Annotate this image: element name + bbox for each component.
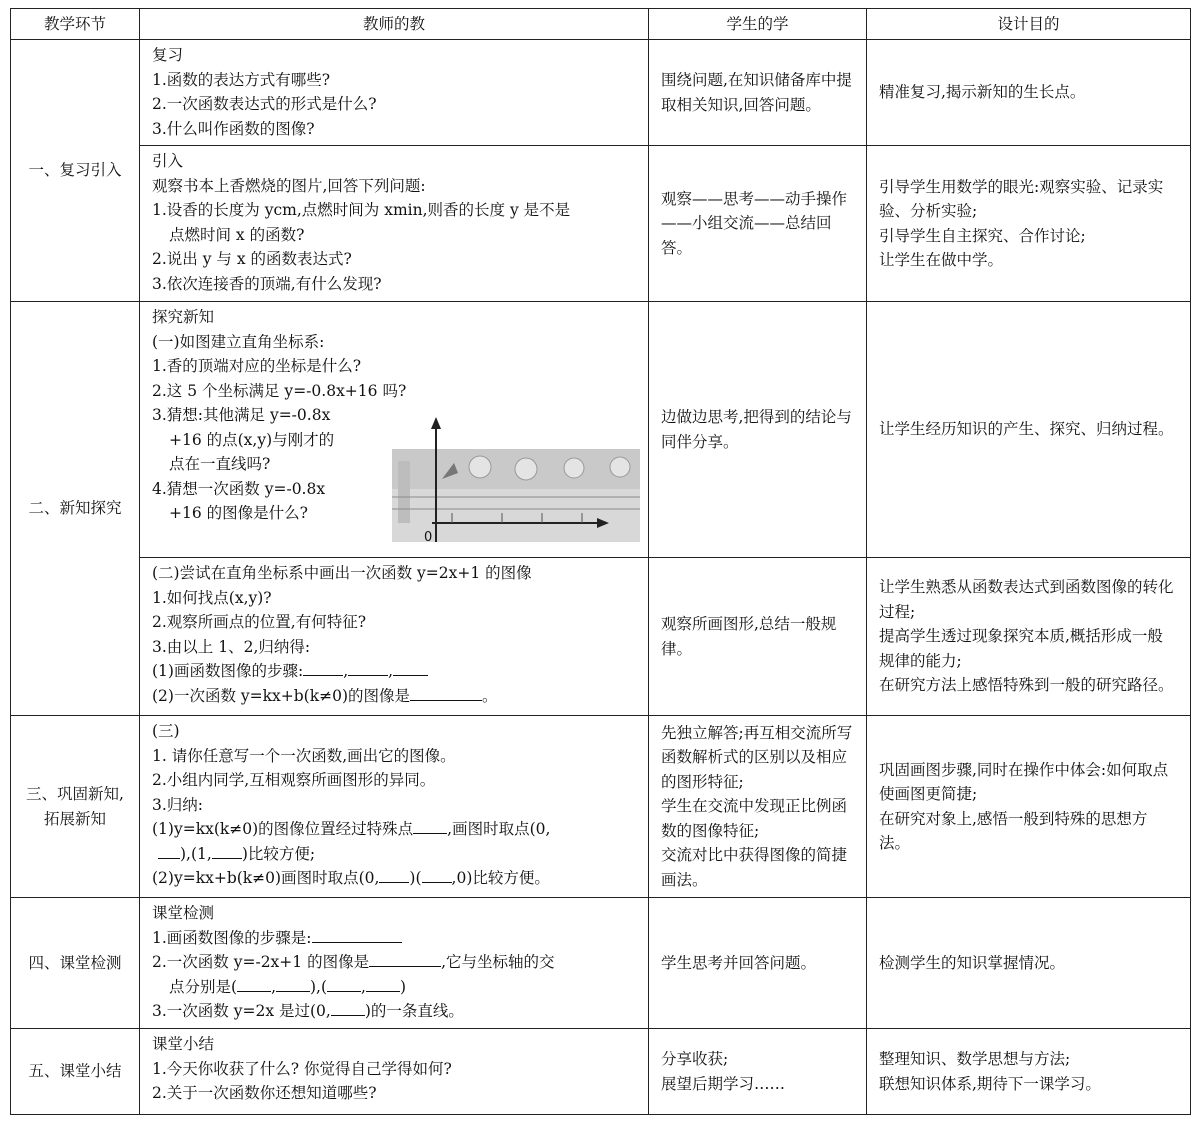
- purpose-cell: 精准复习,揭示新知的生长点。: [867, 40, 1191, 146]
- cell-line: 在研究对象上,感悟一般到特殊的思想方法。: [879, 809, 1148, 852]
- cell-line: [152, 926, 636, 951]
- cell-line: 课堂检测: [152, 904, 215, 922]
- answer-blank: [237, 975, 271, 992]
- cell-line: 2.关于一次函数你还想知道哪些?: [152, 1084, 377, 1102]
- cell-line: 3.由以上 1、2,归纳得:: [152, 637, 311, 656]
- teacher-cell: [140, 898, 649, 1029]
- cell-line: 提高学生透过现象探究本质,概括形成一般规律的能力;: [879, 627, 1163, 670]
- cell-line: 复习: [152, 46, 184, 64]
- cell-line: 2.小组内同学,互相观察所画图形的异同。: [152, 771, 436, 789]
- cell-line: 联想知识体系,期待下一课学习。: [879, 1074, 1101, 1093]
- cell-text: )比较方便;: [241, 844, 316, 863]
- cell-line: 1.设香的长度为 ycm,点燃时间为 xmin,则香的长度 y 是不是: [152, 201, 571, 219]
- cell-line: 三、巩固新知,: [26, 785, 124, 803]
- cell-text: ,0)比较方便。: [451, 869, 550, 887]
- cell-text: (1)画函数图像的步骤:: [152, 662, 304, 680]
- table-row: [11, 558, 1191, 716]
- table-row: [11, 898, 1191, 1029]
- answer-blank: [331, 999, 365, 1016]
- incense-coordinate-figure: [392, 417, 640, 542]
- student-cell: 观察——思考——动手操作——小组交流——总结回答。: [649, 146, 867, 302]
- table-row: [11, 146, 1191, 302]
- origin-label: 0: [424, 530, 433, 542]
- cell-line: 观察书本上香燃烧的图片,回答下列问题:: [152, 176, 426, 195]
- cell-text: 3.一次函数 y=2x 是过(0,: [152, 1002, 331, 1020]
- cell-text: ,画图时取点(0,: [447, 820, 551, 838]
- cell-text: 点分别是(: [169, 977, 238, 996]
- cell-line: 3.归纳:: [152, 795, 204, 814]
- stage-cell: [11, 716, 140, 898]
- lesson-plan-table: [10, 8, 1191, 1115]
- teacher-cell: [140, 558, 649, 716]
- answer-blank: [369, 950, 441, 967]
- cell-line: [152, 659, 636, 684]
- header-row: [11, 9, 1191, 40]
- stage-cell: 四、课堂检测: [11, 898, 140, 1029]
- student-cell: 围绕问题,在知识储备库中提取相关知识,回答问题。: [649, 40, 867, 146]
- y-axis-arrow: [431, 417, 441, 429]
- stage-cell: 二、新知探究: [11, 302, 140, 716]
- cell-line: 1.如何找点(x,y)?: [152, 588, 272, 607]
- cell-line: 1.函数的表达方式有哪些?: [152, 70, 331, 89]
- cell-text: (2)y=kx+b(k≠0)画图时取点(0,: [152, 869, 380, 887]
- teacher-cell-content: [152, 305, 636, 542]
- cell-line: 交流对比中获得图像的简捷画法。: [661, 846, 848, 889]
- cell-line: 先独立解答;再互相交流所写函数解析式的区别以及相应的图形特征;: [661, 723, 853, 791]
- cell-text: ,: [343, 662, 349, 680]
- cell-text: ,: [361, 977, 366, 996]
- cell-line: 1.今天你收获了什么? 你觉得自己学得如何?: [152, 1059, 452, 1078]
- table-row: [11, 40, 1191, 146]
- student-cell: 学生思考并回答问题。: [649, 898, 867, 1029]
- student-cell: [649, 716, 867, 898]
- ruler-mark: [398, 461, 410, 523]
- purpose-cell: [867, 558, 1191, 716]
- cell-line: [152, 684, 636, 709]
- cell-line: (三): [152, 722, 180, 740]
- cell-line: 引入: [152, 152, 184, 170]
- cell-line: [152, 950, 636, 975]
- cell-text: ,: [271, 977, 276, 996]
- answer-blank: [413, 817, 447, 834]
- cell-text: 。: [482, 686, 498, 705]
- cell-line: 整理知识、数学思想与方法;: [879, 1050, 1071, 1068]
- cell-text: )(: [409, 869, 422, 887]
- cell-line: 3.猜想:其他满足 y=-0.8x: [152, 406, 331, 424]
- cell-line: 学生在交流中发现正比例函数的图像特征;: [661, 797, 848, 840]
- cell-line: +16 的图像是什么?: [169, 504, 308, 522]
- header-purpose: 设计目的: [867, 9, 1191, 40]
- cell-line: 点在一直线吗?: [169, 455, 271, 473]
- cell-text: ,它与坐标轴的交: [441, 953, 555, 971]
- student-cell: 观察所画图形,总结一般规律。: [649, 558, 867, 716]
- cell-line: 课堂小结: [152, 1035, 215, 1053]
- stage-cell: 五、课堂小结: [11, 1029, 140, 1115]
- cell-line: 拓展新知: [43, 809, 106, 828]
- cell-line: 2.这 5 个坐标满足 y=-0.8x+16 吗?: [152, 381, 407, 400]
- incense-tip-mark: [515, 458, 537, 480]
- cell-line: 1.香的顶端对应的坐标是什么?: [152, 357, 362, 375]
- table-row: [11, 1029, 1191, 1115]
- answer-blank: [348, 659, 388, 676]
- cell-line: 引导学生自主探究、合作讨论;: [879, 226, 1086, 245]
- cell-line: 引导学生用数学的眼光:观察实验、记录实验、分析实验;: [879, 177, 1164, 220]
- answer-blank: [379, 866, 409, 883]
- cell-text: (1)y=kx(k≠0)的图像位置经过特殊点: [152, 820, 414, 838]
- incense-tip-mark: [564, 458, 584, 478]
- incense-tip-mark: [610, 457, 630, 477]
- answer-blank: [303, 659, 343, 676]
- cell-line: [152, 817, 636, 842]
- student-cell: 边做边思考,把得到的结论与同伴分享。: [649, 302, 867, 558]
- cell-text: 2.一次函数 y=-2x+1 的图像是: [152, 953, 370, 971]
- teacher-cell: [140, 302, 649, 558]
- cell-line: 点燃时间 x 的函数?: [169, 225, 305, 244]
- cell-text: )的一条直线。: [364, 1002, 464, 1020]
- answer-blank: [158, 842, 180, 859]
- cell-line: 3.什么叫作函数的图像?: [152, 119, 315, 138]
- cell-line: 1. 请你任意写一个一次函数,画出它的图像。: [152, 746, 456, 765]
- purpose-cell: [867, 146, 1191, 302]
- cell-line: 在研究方法上感悟特殊到一般的研究路径。: [879, 676, 1174, 695]
- teacher-cell: [140, 40, 649, 146]
- cell-line: (二)尝试在直角坐标系中画出一次函数 y=2x+1 的图像: [152, 564, 532, 582]
- header-stage: 教学环节: [11, 9, 140, 40]
- purpose-cell: 让学生经历知识的产生、探究、归纳过程。: [867, 302, 1191, 558]
- cell-text: 1.画函数图像的步骤是:: [152, 928, 312, 947]
- cell-text: ),(1,: [180, 844, 212, 863]
- answer-blank: [393, 659, 428, 676]
- cell-line: [152, 842, 636, 867]
- teacher-cell: [140, 1029, 649, 1115]
- cell-line: +16 的点(x,y)与刚才的: [169, 430, 335, 449]
- answer-blank: [327, 975, 361, 992]
- header-teacher: 教师的教: [140, 9, 649, 40]
- cell-line: 分享收获;: [661, 1050, 729, 1068]
- purpose-cell: [867, 716, 1191, 898]
- answer-blank: [276, 975, 310, 992]
- cell-line: 4.猜想一次函数 y=-0.8x: [152, 479, 326, 498]
- purpose-cell: 检测学生的知识掌握情况。: [867, 898, 1191, 1029]
- cell-text: (2)一次函数 y=kx+b(k≠0)的图像是: [152, 686, 411, 705]
- cell-line: 2.一次函数表达式的形式是什么?: [152, 95, 377, 113]
- cell-text: ): [399, 977, 407, 996]
- cell-line: 巩固画图步骤,同时在操作中体会:如何取点使画图更简捷;: [879, 760, 1169, 803]
- table-row: [11, 302, 1191, 558]
- answer-blank: [422, 866, 452, 883]
- cell-line: [152, 999, 636, 1024]
- cell-text: ,: [388, 662, 394, 680]
- answer-blank: [366, 975, 400, 992]
- student-cell: [649, 1029, 867, 1115]
- cell-line: 2.说出 y 与 x 的函数表达式?: [152, 250, 352, 268]
- cell-line: (一)如图建立直角坐标系:: [152, 332, 325, 351]
- cell-line: 2.观察所画点的位置,有何特征?: [152, 613, 367, 631]
- cell-line: 3.依次连接香的顶端,有什么发现?: [152, 274, 382, 293]
- stage-cell: 一、复习引入: [11, 40, 140, 302]
- answer-blank: [410, 684, 482, 701]
- purpose-cell: [867, 1029, 1191, 1115]
- table-row: [11, 716, 1191, 898]
- cell-text: ),(: [310, 977, 328, 996]
- cell-line: 探究新知: [152, 308, 215, 326]
- teacher-cell: [140, 716, 649, 898]
- cell-line: [152, 866, 636, 891]
- header-student: 学生的学: [649, 9, 867, 40]
- teacher-cell: [140, 146, 649, 302]
- cell-line: 让学生熟悉从函数表达式到函数图像的转化过程;: [879, 578, 1174, 621]
- cell-line: 展望后期学习……: [661, 1074, 786, 1093]
- answer-blank: [212, 842, 242, 859]
- answer-blank: [312, 926, 402, 943]
- cell-line: 让学生在做中学。: [879, 251, 1004, 269]
- cell-line: [152, 975, 636, 1000]
- incense-tip-mark: [469, 456, 491, 478]
